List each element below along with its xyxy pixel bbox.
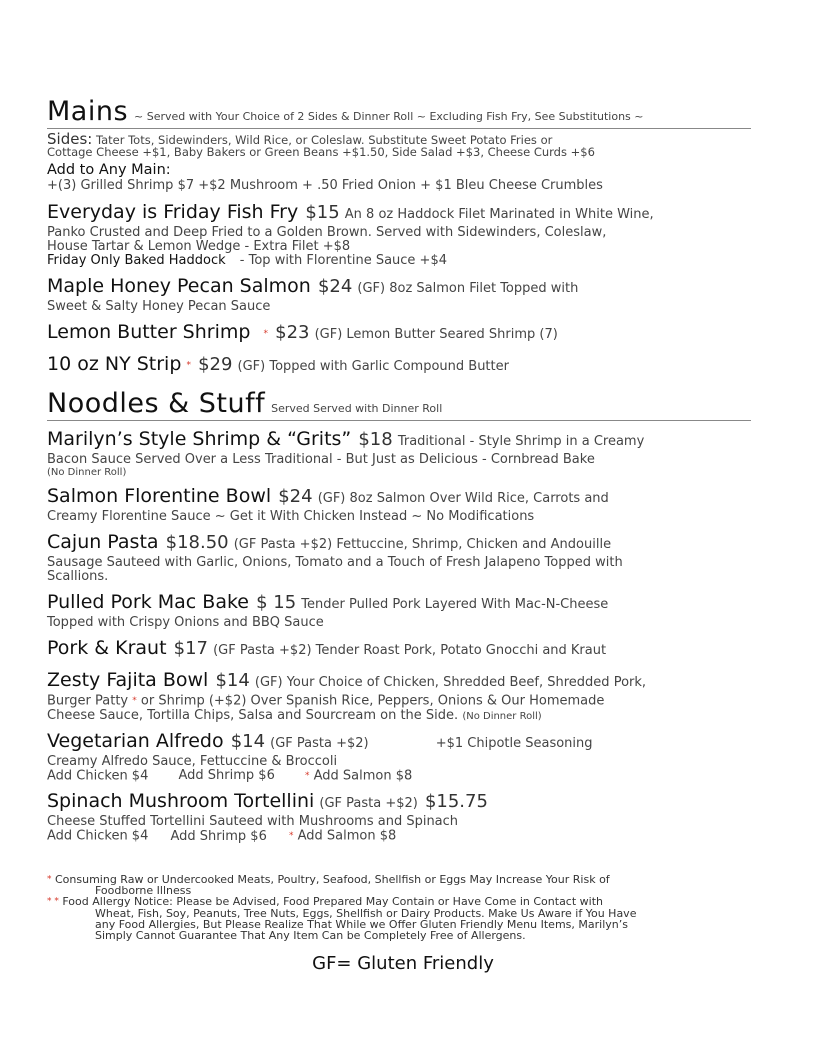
item-desc-cont: Panko Crusted and Deep Fried to a Golden Brown. Served with Sidewinders, Coleslaw,: [47, 225, 607, 240]
addon-chicken: Add Chicken $4: [47, 828, 149, 844]
footnote-text: Consuming Raw or Undercooked Meats, Poultry, Seafood, Shellfish or Eggs May Increase Your Risk of: [55, 872, 610, 886]
item-price: $14: [230, 730, 266, 752]
item-desc: Tender Pulled Pork Layered With Mac-N-Cheese: [301, 597, 609, 612]
footnote-text: Food Allergy Notice: Please be Advised, Food Prepared May Contain or Have Come in Contact with: [62, 895, 604, 908]
star-icon: * *: [47, 896, 59, 907]
item-desc: (GF) Lemon Butter Seared Shrimp (7): [314, 327, 558, 342]
footnotes: [47, 874, 759, 941]
item-desc-cont: Bacon Sauce Served Over a Less Traditional - But Just as Delicious - Cornbread Bake: [47, 452, 595, 467]
item-price: $23: [275, 322, 310, 343]
item-desc: (GF Pasta +$2) Tender Roast Pork, Potato Gnocchi and Kraut: [213, 643, 607, 658]
item-desc-cont: Cheese Stuffed Tortellini Sauteed with Mushrooms and Spinach: [47, 814, 459, 829]
item-extra: [47, 254, 759, 268]
star-icon: *: [304, 770, 310, 781]
star-icon: *: [288, 831, 294, 841]
item-name: Salmon Florentine Bowl: [47, 485, 272, 507]
sides-line1: Tater Tots, Sidewinders, Wild Rice, or Coleslaw. Substitute Sweet Potato Fries or: [95, 133, 553, 147]
item-desc-cont: Creamy Florentine Sauce ~ Get it With Chicken Instead ~ No Modifications: [47, 509, 535, 524]
mains-subtitle: ~ Served with Your Choice of 2 Sides & Dinner Roll ~ Excluding Fish Fry, See Substitutions ~: [134, 110, 644, 123]
add-to-main-title: Add to Any Main:: [47, 162, 171, 178]
item-name: Cajun Pasta: [47, 531, 159, 553]
item-note: (No Dinner Roll): [47, 467, 127, 478]
item-desc-cont: Sweet & Salty Honey Pecan Sauce: [47, 299, 271, 314]
extra-desc: - Top with Florentine Sauce +$4: [239, 253, 447, 268]
menu-item-salmon-florentine: [47, 485, 759, 524]
item-desc-cont: [47, 694, 759, 709]
item-desc-part: or Shrimp (+$2) Over Spanish Rice, Peppers, Onions & Our Homemade: [140, 693, 605, 709]
menu-item-pork-kraut: [47, 637, 759, 662]
item-desc-cont: [47, 709, 759, 723]
item-desc-cont: Scallions.: [47, 569, 109, 584]
item-desc-cont: Topped with Crispy Onions and BBQ Sauce: [47, 615, 324, 630]
item-name: Maple Honey Pecan Salmon: [47, 275, 311, 297]
item-name: Lemon Butter Shrimp: [47, 321, 251, 343]
item-price: $14: [215, 670, 250, 691]
item-desc: (GF Pasta +$2): [319, 796, 418, 811]
item-desc-cont: Sausage Sauteed with Garlic, Onions, Tomato and a Touch of Fresh Jalapeno Topped with: [47, 555, 623, 570]
menu-item-pulled-pork: [47, 591, 759, 630]
item-desc-extra: +$1 Chipotle Seasoning: [435, 735, 593, 751]
sides-label: Sides:: [47, 130, 93, 148]
sides-line2: Cottage Cheese +$1, Baby Bakers or Green Beans +$1.50, Side Salad +$3, Cheese Curds +$6: [47, 145, 595, 159]
star-icon: *: [263, 328, 269, 339]
addon-shrimp: Add Shrimp $6: [170, 828, 267, 844]
item-desc: (GF Pasta +$2) Fettuccine, Shrimp, Chicken and Andouille: [233, 537, 612, 552]
item-name: Everyday is Friday Fish Fry: [47, 201, 299, 223]
item-desc: (GF) 8oz Salmon Over Wild Rice, Carrots and: [317, 491, 609, 506]
addon-shrimp: Add Shrimp $6: [178, 768, 275, 783]
menu-item-fish-fry: [47, 201, 759, 268]
item-note: (No Dinner Roll): [462, 710, 542, 722]
menu-item-salmon: [47, 275, 759, 314]
item-price: $18: [358, 429, 393, 450]
item-price: $17: [173, 638, 208, 659]
star-icon: *: [186, 360, 191, 371]
noodles-header: [47, 388, 759, 419]
mains-title: Mains: [47, 96, 129, 127]
item-desc: (GF) Topped with Garlic Compound Butter: [237, 359, 509, 374]
star-icon: *: [47, 874, 52, 884]
item-name: Pork & Kraut: [47, 637, 167, 659]
noodles-subtitle: Served Served with Dinner Roll: [271, 402, 443, 415]
item-desc: An 8 oz Haddock Filet Marinated in White Wine,: [344, 207, 654, 222]
item-name: Pulled Pork Mac Bake: [47, 591, 249, 613]
footnote-text: Simply Cannot Guarantee That Any Item Can be Completely Free of Allergens.: [95, 928, 526, 942]
menu-item-ny-strip: [47, 353, 759, 378]
item-desc: (GF) 8oz Salmon Filet Topped with: [357, 281, 579, 296]
item-name: Zesty Fajita Bowl: [47, 669, 209, 691]
footnote-text: any Food Allergies, But Please Realize That While we Offer Gluten Friendly Menu Items, Marilyn’s: [95, 917, 628, 931]
mains-header: [47, 96, 759, 127]
menu-item-shrimp-grits: [47, 428, 759, 478]
item-addons: [47, 769, 759, 784]
menu-item-lemon-shrimp: [47, 321, 759, 346]
item-price: $29: [198, 354, 233, 375]
addon-chicken: Add Chicken $4: [47, 768, 149, 783]
extra-name: Friday Only Baked Haddock: [47, 253, 226, 268]
sides-block: [47, 130, 759, 159]
menu-item-fajita-bowl: [47, 669, 759, 723]
menu-page: [47, 96, 759, 974]
menu-item-tortellini: [47, 790, 759, 844]
item-desc: Traditional - Style Shrimp in a Creamy: [397, 434, 645, 449]
item-name: Marilyn’s Style Shrimp & “Grits”: [47, 428, 352, 450]
item-addons: [47, 829, 759, 844]
item-desc-part: Burger Patty: [47, 693, 129, 709]
item-name: Vegetarian Alfredo: [47, 729, 224, 752]
footnote-text: Wheat, Fish, Soy, Peanuts, Tree Nuts, Eggs, Shellfish or Dairy Products. Make Us Aware if You Have: [95, 906, 637, 920]
item-desc: (GF) Your Choice of Chicken, Shredded Beef, Shredded Pork,: [254, 675, 647, 690]
star-icon: *: [132, 696, 137, 706]
noodles-title: Noodles & Stuff: [47, 388, 266, 419]
item-price: $18.50: [165, 532, 229, 553]
item-name: 10 oz NY Strip: [47, 353, 182, 375]
divider: [47, 420, 751, 421]
item-name: Spinach Mushroom Tortellini: [47, 790, 315, 812]
item-desc: (GF Pasta +$2): [270, 735, 369, 751]
add-to-main-text: +(3) Grilled Shrimp $7 +$2 Mushroom + .50 Fried Onion + $1 Bleu Cheese Crumbles: [47, 178, 603, 193]
divider: [47, 128, 751, 129]
item-desc-cont: House Tartar & Lemon Wedge - Extra Filet +$8: [47, 239, 351, 254]
item-price: $ 15: [256, 592, 297, 613]
addon-salmon: Add Salmon $8: [313, 768, 413, 783]
item-price: $24: [317, 276, 353, 297]
menu-item-veg-alfredo: [47, 730, 759, 784]
footnote-text: Foodborne Illness: [95, 884, 192, 897]
item-price: $15.75: [424, 791, 488, 812]
footnote-allergy: [47, 896, 759, 908]
item-desc-cont: Creamy Alfredo Sauce, Fettuccine & Broccoli: [47, 753, 338, 769]
item-desc-part: Cheese Sauce, Tortilla Chips, Salsa and Sourcream on the Side.: [47, 707, 459, 723]
item-price: $15: [305, 202, 340, 223]
addon-salmon: Add Salmon $8: [297, 828, 397, 844]
gf-legend: GF= Gluten Friendly: [312, 952, 494, 974]
item-price: $24: [278, 486, 313, 507]
menu-item-cajun-pasta: [47, 531, 759, 584]
